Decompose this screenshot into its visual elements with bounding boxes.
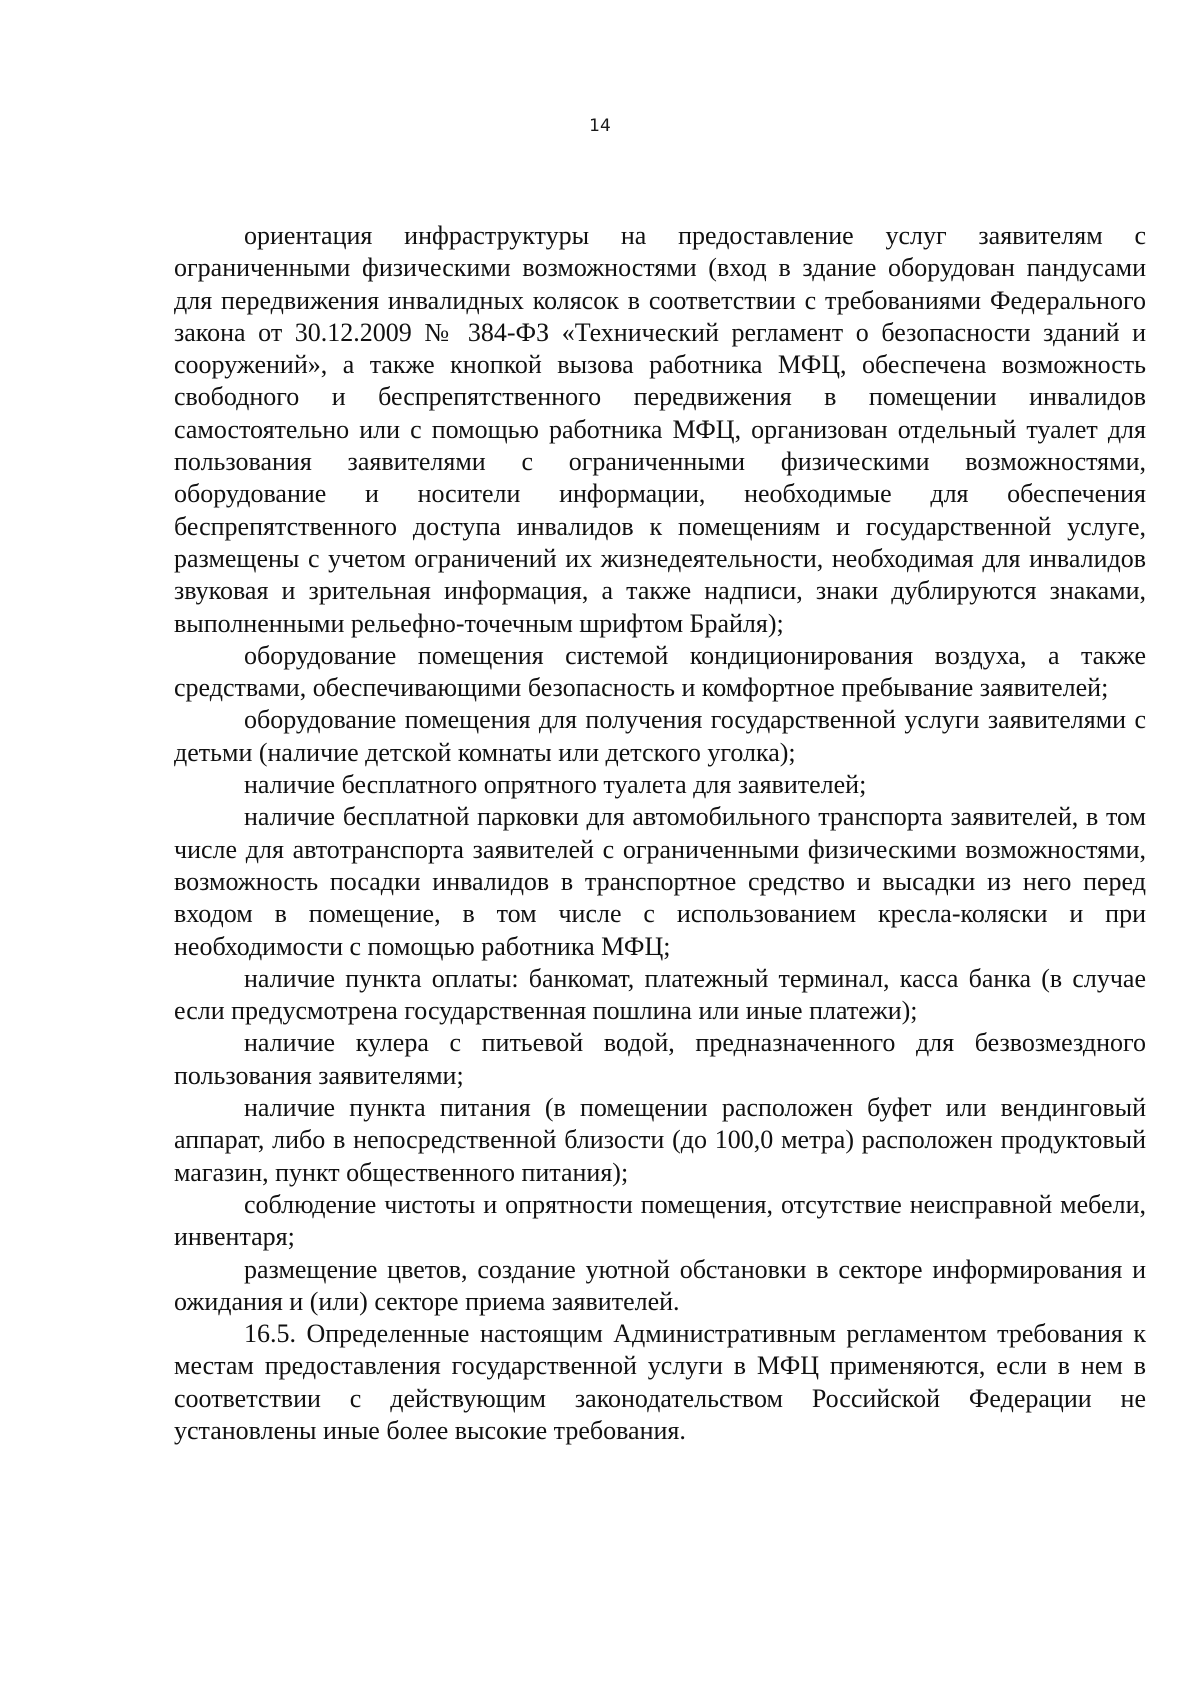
- paragraph-infrastructure-orientation: ориентация инфраструктуры на предоставление услуг заявителям с ограниченными физическими возможностями (вход в здание оборудован пандусами для передвижения инвалидных колясок в соответствии с требованиями Федерального закона от 30.12.2009 № 384-ФЗ «Технический регламент о безопасности зданий и сооружений», а также кнопкой вызова работника МФЦ, обеспечена возможность свободного и беспрепятственного передвижения в помещении инвалидов самостоятельно или с помощью работника МФЦ, организован отдельный туалет для пользования заявителями с ограниченными физическими возможностями, оборудование и носители информации, необходимые для обеспечения беспрепятственного доступа инвалидов к помещениям и государственной услуге, размещены с учетом ограничений их жизнедеятельности, необходимая для инвалидов звуковая и зрительная информация, а также надписи, знаки дублируются знаками, выполненными рельефно-точечным шрифтом Брайля);: [174, 221, 1146, 638]
- paragraph-section-16-5: 16.5. Определенные настоящим Административным регламентом требования к местам предоставления государственной услуги в МФЦ применяются, если в нем в соответствии с действующим законодательством Российской Федерации не установлены иные более высокие требования.: [174, 1319, 1146, 1445]
- paragraph-flowers-comfort: размещение цветов, создание уютной обстановки в секторе информирования и ожидания и (или) секторе приема заявителей.: [174, 1254, 1146, 1316]
- paragraph-air-conditioning: оборудование помещения системой кондиционирования воздуха, а также средствами, обеспечивающими безопасность и комфортное пребывание заявителей;: [174, 640, 1146, 703]
- paragraph-water-cooler: наличие кулера с питьевой водой, предназначенного для безвозмездного пользования заявителями;: [174, 1028, 1146, 1090]
- document-body: [174, 220, 1146, 1447]
- page-number: 14: [589, 116, 611, 136]
- paragraph-free-toilet: наличие бесплатного опрятного туалета для заявителей;: [244, 770, 867, 800]
- paragraph-payment-point: наличие пункта оплаты: банкомат, платежный терминал, касса банка (в случае если предусмотрена государственная пошлина или иные платежи);: [174, 963, 1146, 1026]
- paragraph-children-room: оборудование помещения для получения государственной услуги заявителями с детьми (наличие детской комнаты или детского уголка);: [174, 705, 1146, 767]
- paragraph-cleanliness: соблюдение чистоты и опрятности помещения, отсутствие неисправной мебели, инвентаря;: [174, 1189, 1146, 1252]
- paragraph-free-parking: наличие бесплатной парковки для автомобильного транспорта заявителей, в том числе для автотранспорта заявителей с ограниченными физическими возможностями, возможность посадки инвалидов в транспортное средство и высадки из него перед входом в помещение, в том числе с использованием кресла-коляски и при необходимости с помощью работника МФЦ;: [174, 802, 1146, 961]
- paragraph-food-point: наличие пункта питания (в помещении расположен буфет или вендинговый аппарат, либо в непосредственной близости (до 100,0 метра) расположен продуктовый магазин, пункт общественного питания);: [174, 1093, 1146, 1187]
